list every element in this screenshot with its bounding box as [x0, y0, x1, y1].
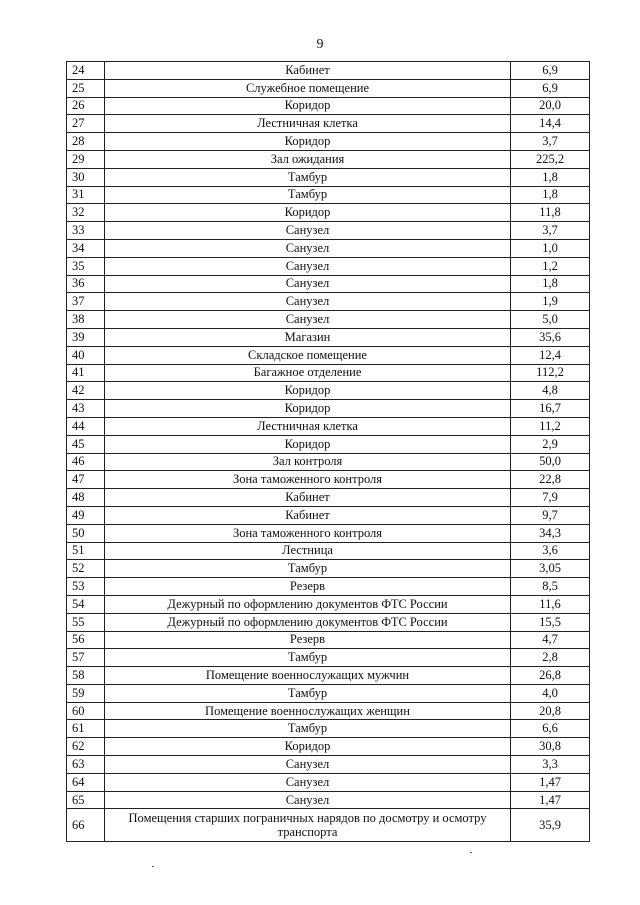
room-number-cell: 42	[67, 382, 105, 400]
room-name-cell: Лестница	[105, 542, 511, 560]
room-number-cell: 61	[67, 720, 105, 738]
room-area-cell: 6,6	[511, 720, 590, 738]
room-name-cell: Санузел	[105, 257, 511, 275]
room-area-cell: 3,7	[511, 222, 590, 240]
room-name-cell: Кабинет	[105, 489, 511, 507]
table-row	[67, 204, 590, 222]
room-number-cell: 48	[67, 489, 105, 507]
room-name-cell: Коридор	[105, 435, 511, 453]
room-area-cell: 112,2	[511, 364, 590, 382]
room-name-cell: Дежурный по оформлению документов ФТС России	[105, 595, 511, 613]
table-row	[67, 542, 590, 560]
room-number-cell: 40	[67, 346, 105, 364]
room-number-cell: 50	[67, 524, 105, 542]
table-row	[67, 400, 590, 418]
room-number-cell: 29	[67, 150, 105, 168]
room-name-cell: Санузел	[105, 791, 511, 809]
room-number-cell: 26	[67, 97, 105, 115]
table-row	[67, 595, 590, 613]
table-row	[67, 578, 590, 596]
room-name-cell: Санузел	[105, 773, 511, 791]
room-area-cell: 9,7	[511, 506, 590, 524]
table-row	[67, 115, 590, 133]
room-area-cell: 34,3	[511, 524, 590, 542]
room-number-cell: 32	[67, 204, 105, 222]
room-area-cell: 4,7	[511, 631, 590, 649]
table-row	[67, 79, 590, 97]
room-name-cell: Санузел	[105, 756, 511, 774]
room-name-cell: Коридор	[105, 400, 511, 418]
room-number-cell: 34	[67, 239, 105, 257]
room-name-cell: Тамбур	[105, 560, 511, 578]
room-number-cell: 51	[67, 542, 105, 560]
room-area-cell: 3,3	[511, 756, 590, 774]
room-number-cell: 25	[67, 79, 105, 97]
room-name-cell: Зал контроля	[105, 453, 511, 471]
room-area-cell: 1,8	[511, 186, 590, 204]
room-area-cell: 1,8	[511, 275, 590, 293]
room-area-cell: 30,8	[511, 738, 590, 756]
table-row	[67, 613, 590, 631]
room-name-cell: Зона таможенного контроля	[105, 524, 511, 542]
room-area-cell: 14,4	[511, 115, 590, 133]
room-number-cell: 46	[67, 453, 105, 471]
table-row	[67, 222, 590, 240]
table-row	[67, 257, 590, 275]
room-name-cell: Тамбур	[105, 186, 511, 204]
room-name-cell: Коридор	[105, 382, 511, 400]
room-area-cell: 1,8	[511, 168, 590, 186]
room-number-cell: 53	[67, 578, 105, 596]
room-name-cell: Служебное помещение	[105, 79, 511, 97]
table-row	[67, 417, 590, 435]
table-row	[67, 702, 590, 720]
room-area-cell: 1,47	[511, 791, 590, 809]
rooms-table	[66, 61, 590, 842]
table-row	[67, 435, 590, 453]
room-area-cell: 4,0	[511, 684, 590, 702]
room-number-cell: 52	[67, 560, 105, 578]
room-name-cell: Помещение военнослужащих женщин	[105, 702, 511, 720]
room-area-cell: 225,2	[511, 150, 590, 168]
room-number-cell: 44	[67, 417, 105, 435]
room-number-cell: 49	[67, 506, 105, 524]
room-area-cell: 11,2	[511, 417, 590, 435]
room-area-cell: 11,8	[511, 204, 590, 222]
room-name-cell: Санузел	[105, 311, 511, 329]
room-name-cell: Зал ожидания	[105, 150, 511, 168]
table-row	[67, 631, 590, 649]
table-row	[67, 684, 590, 702]
room-area-cell: 2,8	[511, 649, 590, 667]
room-number-cell: 54	[67, 595, 105, 613]
room-number-cell: 31	[67, 186, 105, 204]
table-row	[67, 560, 590, 578]
room-name-cell: Санузел	[105, 222, 511, 240]
room-area-cell: 6,9	[511, 79, 590, 97]
room-number-cell: 41	[67, 364, 105, 382]
room-area-cell: 15,5	[511, 613, 590, 631]
room-name-cell: Тамбур	[105, 684, 511, 702]
room-area-cell: 3,7	[511, 133, 590, 151]
room-number-cell: 64	[67, 773, 105, 791]
table-row	[67, 97, 590, 115]
room-number-cell: 63	[67, 756, 105, 774]
table-row	[67, 506, 590, 524]
room-number-cell: 55	[67, 613, 105, 631]
room-number-cell: 28	[67, 133, 105, 151]
room-name-cell: Помещения старших пограничных нарядов по досмотру и осмотру транспорта	[105, 809, 511, 842]
table-row	[67, 756, 590, 774]
room-name-cell: Тамбур	[105, 649, 511, 667]
room-name-cell: Коридор	[105, 133, 511, 151]
room-area-cell: 1,2	[511, 257, 590, 275]
room-area-cell: 16,7	[511, 400, 590, 418]
room-number-cell: 37	[67, 293, 105, 311]
room-area-cell: 8,5	[511, 578, 590, 596]
table-row	[67, 275, 590, 293]
table-row	[67, 311, 590, 329]
room-name-cell: Лестничная клетка	[105, 115, 511, 133]
room-number-cell: 43	[67, 400, 105, 418]
room-name-cell: Кабинет	[105, 506, 511, 524]
room-area-cell: 12,4	[511, 346, 590, 364]
room-number-cell: 27	[67, 115, 105, 133]
room-area-cell: 2,9	[511, 435, 590, 453]
room-area-cell: 35,6	[511, 328, 590, 346]
table-row	[67, 649, 590, 667]
room-number-cell: 58	[67, 667, 105, 685]
room-area-cell: 11,6	[511, 595, 590, 613]
table-row	[67, 346, 590, 364]
room-name-cell: Магазин	[105, 328, 511, 346]
table-row	[67, 667, 590, 685]
room-number-cell: 66	[67, 809, 105, 842]
room-number-cell: 60	[67, 702, 105, 720]
room-number-cell: 24	[67, 62, 105, 80]
room-area-cell: 3,6	[511, 542, 590, 560]
room-area-cell: 1,47	[511, 773, 590, 791]
room-name-cell: Санузел	[105, 275, 511, 293]
room-name-cell: Помещение военнослужащих мужчин	[105, 667, 511, 685]
room-number-cell: 65	[67, 791, 105, 809]
room-name-cell: Кабинет	[105, 62, 511, 80]
room-number-cell: 39	[67, 328, 105, 346]
table-row	[67, 150, 590, 168]
table-row	[67, 364, 590, 382]
room-name-cell: Санузел	[105, 239, 511, 257]
room-area-cell: 7,9	[511, 489, 590, 507]
room-name-cell: Дежурный по оформлению документов ФТС России	[105, 613, 511, 631]
table-row	[67, 168, 590, 186]
table-row	[67, 489, 590, 507]
rooms-table-body	[67, 62, 590, 842]
table-row	[67, 328, 590, 346]
table-row	[67, 293, 590, 311]
room-number-cell: 35	[67, 257, 105, 275]
page-number: 9	[316, 37, 324, 52]
room-number-cell: 36	[67, 275, 105, 293]
room-area-cell: 20,8	[511, 702, 590, 720]
table-row	[67, 382, 590, 400]
room-name-cell: Коридор	[105, 204, 511, 222]
room-number-cell: 59	[67, 684, 105, 702]
room-area-cell: 1,0	[511, 239, 590, 257]
room-number-cell: 62	[67, 738, 105, 756]
room-name-cell: Тамбур	[105, 168, 511, 186]
room-number-cell: 57	[67, 649, 105, 667]
room-name-cell: Складское помещение	[105, 346, 511, 364]
scan-speck	[152, 866, 154, 867]
table-row	[67, 62, 590, 80]
room-name-cell: Резерв	[105, 578, 511, 596]
scan-speck	[470, 852, 472, 853]
table-row	[67, 471, 590, 489]
table-row	[67, 720, 590, 738]
room-name-cell: Тамбур	[105, 720, 511, 738]
table-row	[67, 773, 590, 791]
room-area-cell: 26,8	[511, 667, 590, 685]
room-name-cell: Багажное отделение	[105, 364, 511, 382]
table-row	[67, 524, 590, 542]
room-name-cell: Лестничная клетка	[105, 417, 511, 435]
table-row	[67, 738, 590, 756]
room-number-cell: 45	[67, 435, 105, 453]
room-name-cell: Санузел	[105, 293, 511, 311]
room-name-cell: Зона таможенного контроля	[105, 471, 511, 489]
room-number-cell: 30	[67, 168, 105, 186]
room-number-cell: 56	[67, 631, 105, 649]
room-area-cell: 50,0	[511, 453, 590, 471]
room-name-cell: Резерв	[105, 631, 511, 649]
room-number-cell: 47	[67, 471, 105, 489]
room-name-cell: Коридор	[105, 97, 511, 115]
room-number-cell: 38	[67, 311, 105, 329]
room-number-cell: 33	[67, 222, 105, 240]
table-row	[67, 239, 590, 257]
room-area-cell: 3,05	[511, 560, 590, 578]
table-row	[67, 809, 590, 842]
room-area-cell: 22,8	[511, 471, 590, 489]
room-area-cell: 5,0	[511, 311, 590, 329]
room-area-cell: 4,8	[511, 382, 590, 400]
table-row	[67, 791, 590, 809]
table-row	[67, 133, 590, 151]
table-row	[67, 186, 590, 204]
room-area-cell: 20,0	[511, 97, 590, 115]
table-row	[67, 453, 590, 471]
room-area-cell: 6,9	[511, 62, 590, 80]
room-area-cell: 35,9	[511, 809, 590, 842]
room-name-cell: Коридор	[105, 738, 511, 756]
room-area-cell: 1,9	[511, 293, 590, 311]
